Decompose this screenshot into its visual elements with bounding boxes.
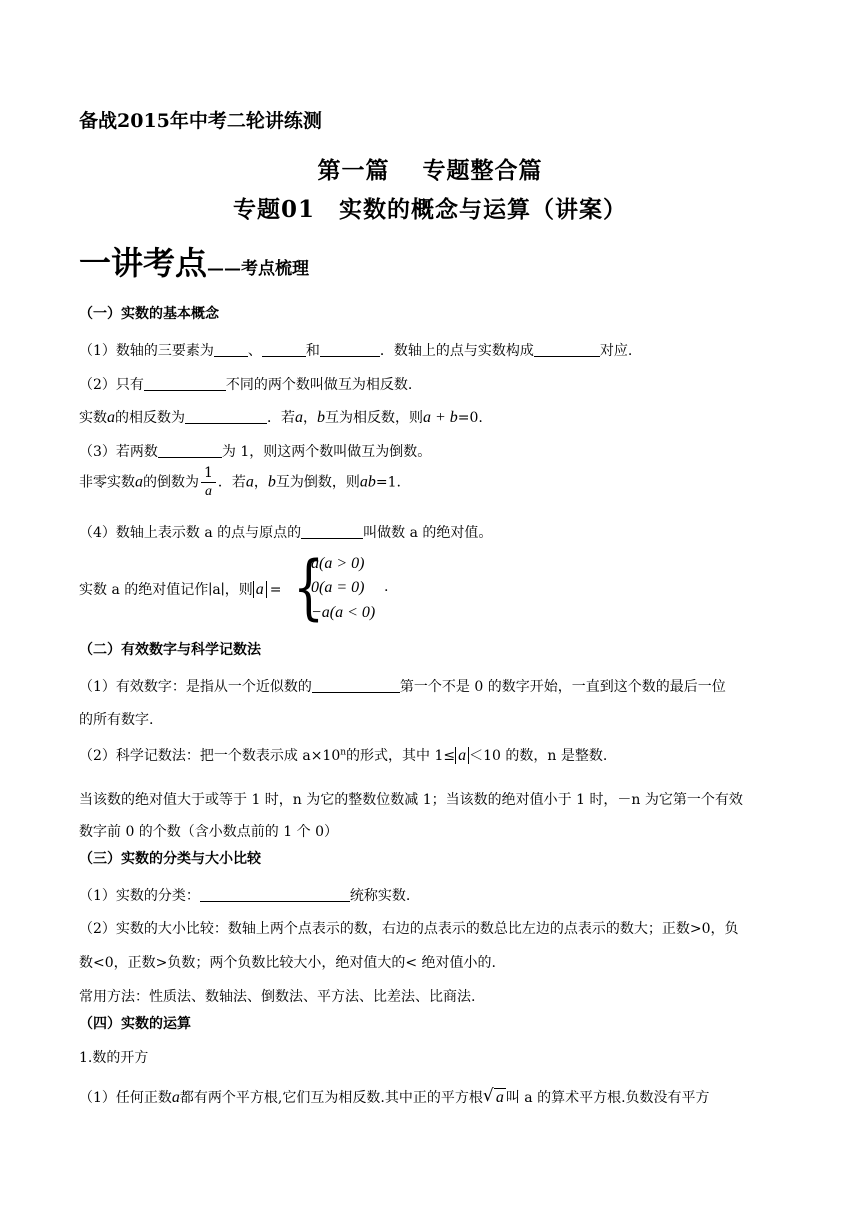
text-line: （2）只有 不同的两个数叫做互为相反数. [79,377,413,393]
piecewise-brace: { [293,546,325,628]
answer-blank[interactable] [312,678,400,693]
subsection-heading-4: （四）实数的运算 [79,1016,191,1032]
subsection-heading-2: （二）有效数字与科学记数法 [79,642,261,658]
piecewise-case: −a(a < 0) [311,604,376,621]
text-line: （3）若两数 为 1，则这两个数叫做互为倒数。 [79,444,432,460]
section-main: 一讲考点 [79,244,208,282]
text-line: （1）任何正数a都有两个平方根,它们互为相反数.其中正的平方根 √ a 叫 a 的算术平方根.负数没有平方 [79,1086,710,1106]
answer-blank[interactable] [301,524,363,539]
piecewise-case: a(a > 0) [311,555,365,572]
text-line: （1）实数的分类： 统称实数. [79,888,411,904]
answer-blank[interactable] [534,342,600,357]
answer-blank[interactable] [158,443,222,458]
text-line: 实数a的相反数为 ．若a，b互为相反数，则a + b=0. [79,409,483,426]
answer-blank[interactable] [320,342,380,357]
text-line: （4）数轴上表示数 a 的点与原点的 叫做数 a 的绝对值。 [79,525,493,541]
text-line: （1）有效数字：是指从一个近似数的 第一个不是 0 的数字开始，一直到这个数的最后一位 [79,679,726,695]
text-line: （2）科学记数法：把一个数表示成 $a\times 10^n$的形式，其中 1≤ a ＜10 的数，n 是整数. [79,747,608,764]
topic-title: 专题01 实数的概念与运算（讲案） [232,196,627,223]
text-line: 当该数的绝对值大于或等于 1 时，n 为它的整数位数减 1；当该数的绝对值小于 1 时，－n 为它第一个有效 [79,792,743,808]
section-sub: ——考点梳理 [207,259,310,279]
fraction: $\frac{1}{a}$ [201,465,216,500]
text-line: 的所有数字. [79,712,154,728]
section-heading [79,238,309,284]
text-line: 数字前 0 的个数（含小数点前的 1 个 0） [79,824,338,840]
answer-blank[interactable] [262,342,306,357]
answer-blank[interactable] [185,409,267,424]
subheading: 1.数的开方 [79,1050,149,1066]
text-line: 非零实数a的倒数为 $\frac{1}{a}$ ．若a，b互为倒数，则ab=1. [79,465,402,499]
piecewise-end: . [384,579,389,595]
absolute-value-definition: 实数 a 的绝对值记作∣a∣，则 a = [79,581,282,598]
text-line: 数<0，正数>负数；两个负数比较大小，绝对值大的< 绝对值小的. [79,955,496,971]
square-root: √ a [482,1086,504,1106]
piecewise-case: 0(a = 0) [311,579,365,596]
answer-blank[interactable] [200,887,350,902]
answer-blank[interactable] [214,342,248,357]
part-title: 第一篇 专题整合篇 [317,157,543,184]
subsection-heading-1: （一）实数的基本概念 [79,306,219,322]
subsection-heading-3: （三）实数的分类与大小比较 [79,851,261,867]
series-title: 备战2015年中考二轮讲练测 [79,110,322,132]
text-line: （2）实数的大小比较：数轴上两个点表示的数，右边的点表示的数总比左边的点表示的数大；正数>0，负 [79,921,739,937]
text-line: 常用方法：性质法、数轴法、倒数法、平方法、比差法、比商法. [79,989,476,1005]
answer-blank[interactable] [144,376,226,391]
text-line: （1）数轴的三要素为 、 和 ．数轴上的点与实数构成 对应. [79,343,633,359]
